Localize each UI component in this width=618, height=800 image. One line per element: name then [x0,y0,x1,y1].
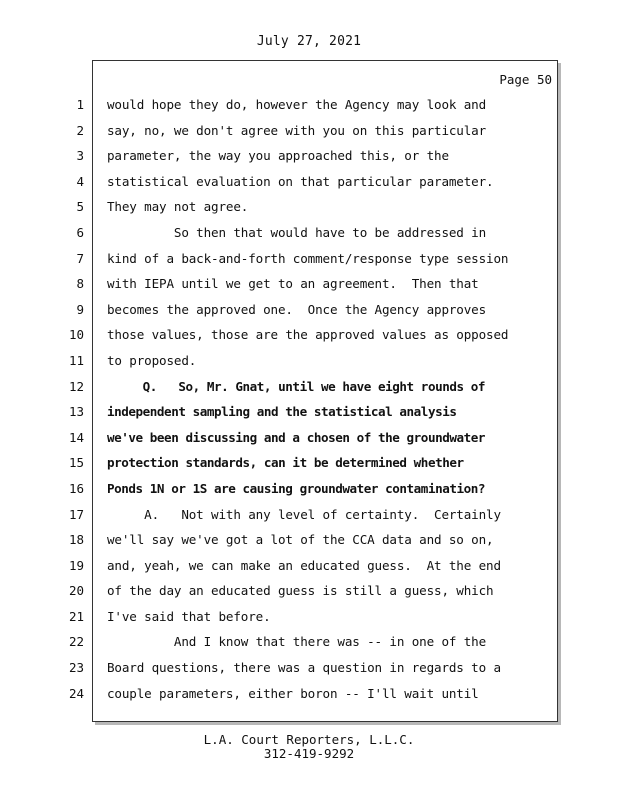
transcript-line: And I know that there was -- in one of the [107,634,487,650]
transcript-line: say, no, we don't agree with you on this particular [107,122,487,138]
line-number: 24 [68,685,84,701]
line-number: 21 [68,608,84,624]
reporter-phone: 312-419-9292 [263,746,355,761]
reporter-company: L.A. Court Reporters, L.L.C. [203,732,415,747]
transcript-line: couple parameters, either boron -- I'll wait until [107,685,479,701]
line-number: 12 [68,378,84,394]
line-number: 13 [68,404,84,420]
line-number: 20 [68,583,84,599]
transcript-line: and, yeah, we can make an educated guess. At the end [107,557,501,573]
line-number: 5 [76,199,84,215]
transcript-line: They may not agree. [107,199,249,215]
transcript-line: Q. So, Mr. Gnat, until we have eight rounds of [107,378,486,394]
transcript-line: statistical evaluation on that particular parameter. [107,173,494,189]
line-number: 22 [68,634,84,650]
transcript-line: to proposed. [107,352,197,368]
line-number: 19 [68,557,84,573]
page-number: Page 50 [499,72,552,87]
transcript-line: with IEPA until we get to an agreement. Then that [107,276,479,292]
reporter-footer [0,733,618,761]
transcript-line: those values, those are the approved values as opposed [107,327,509,343]
transcript-line: A. Not with any level of certainty. Certainly [107,506,501,522]
line-number: 23 [68,660,84,676]
line-number: 14 [68,429,84,445]
transcript-line: independent sampling and the statistical analysis [107,404,457,420]
line-number: 4 [76,173,84,189]
line-number: 15 [68,455,84,471]
line-number-column [60,92,84,706]
transcript-date: July 27, 2021 [256,34,362,49]
line-number: 18 [68,532,84,548]
transcript-line: we'll say we've got a lot of the CCA data and so on, [107,532,494,548]
transcript-line: Board questions, there was a question in regards to a [107,660,501,676]
line-number: 10 [68,327,84,343]
line-number: 9 [76,301,84,317]
transcript-line: of the day an educated guess is still a guess, which [107,583,494,599]
line-number: 6 [76,224,84,240]
transcript-line: Ponds 1N or 1S are causing groundwater contamination? [107,480,486,496]
line-number: 11 [68,352,84,368]
transcript-line: protection standards, can it be determined whether [107,455,464,471]
transcript-line: we've been discussing and a chosen of the groundwater [107,429,486,445]
line-number: 1 [76,97,84,112]
transcript-line: parameter, the way you approached this, or the [107,148,449,164]
line-number: 8 [76,276,84,292]
transcript-line: kind of a back-and-forth comment/response type session [107,250,509,266]
transcript-line: So then that would have to be addressed in [107,224,487,240]
line-number: 17 [68,506,84,522]
transcript-line: would hope they do, however the Agency may look and [107,97,487,112]
line-number: 7 [76,250,84,266]
transcript-line: I've said that before. [107,608,271,624]
line-number: 3 [76,148,84,164]
transcript-text [107,92,547,706]
transcript-line: becomes the approved one. Once the Agency approves [107,301,487,317]
line-number: 2 [76,122,84,138]
line-number: 16 [68,480,84,496]
